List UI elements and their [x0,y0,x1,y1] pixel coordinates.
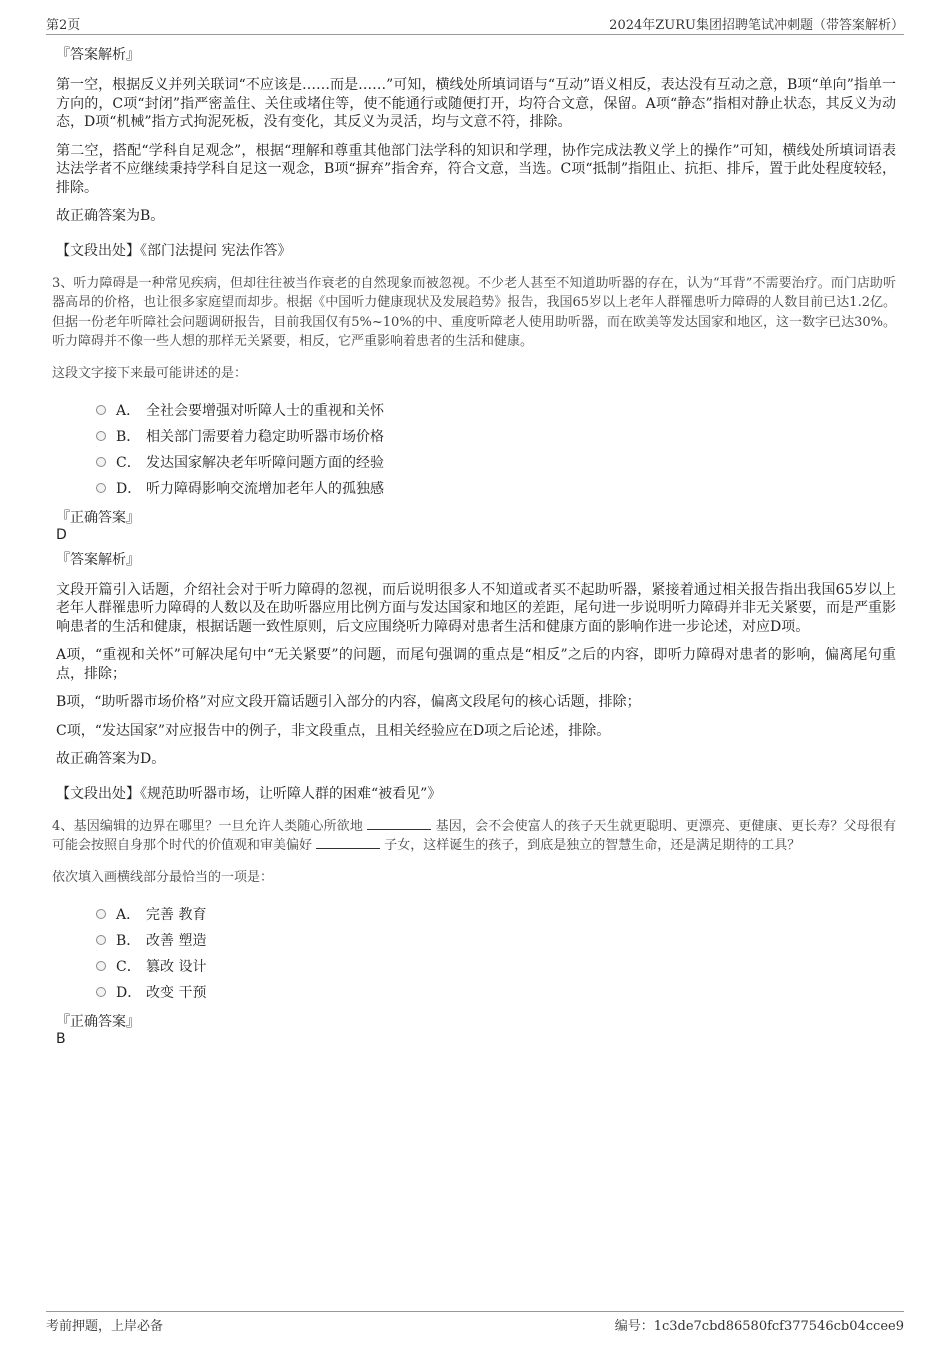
q4-answer-label: 『正确答案』 [56,1013,140,1030]
page-footer [46,1311,904,1337]
q3-options [96,397,896,501]
q4-answer: B [56,1030,66,1047]
fill-blank-2 [316,837,380,849]
radio-icon[interactable] [96,987,106,997]
q3-answer: D [56,526,67,543]
radio-icon[interactable] [96,405,106,415]
radio-icon[interactable] [96,483,106,493]
q3-answer-label: 『正确答案』 [56,509,140,526]
q3-option-d[interactable]: D． 听力障碍影响交流增加老年人的孤独感 [96,475,896,501]
q3-analysis-paragraph-1: 文段开篇引入话题，介绍社会对于听力障碍的忽视，而后说明很多人不知道或者买不起助听器，紧接着通过相关报告指出我国65岁以上老年人群罹患听力障碍的人数以及在助听器应用比例方面与发达国家和地区的差距，尾句进一步说明听力障碍并非无关紧要，而是严重影响患者的生活和健康，根据话题一致性原则，后文应围绕听力障碍对患者生活和健康方面的影响作进一步论述，对应D项。 [56,581,896,635]
document-title: 2024年ZURU集团招聘笔试冲刺题（带答案解析） [609,18,904,33]
q2-source: 【文段出处】《部门法提问 宪法作答》 [56,242,292,259]
q3-option-a[interactable]: A． 全社会要增强对听障人士的重视和关怀 [96,397,896,423]
q3-analysis-paragraph-2: A项，“重视和关怀”可解决尾句中“无关紧要”的问题，而尾句强调的重点是“相反”之后的内容，即听力障碍对患者的影响，偏离尾句重点，排除； [56,647,896,682]
q4-stem: 4、基因编辑的边界在哪里？一旦允许人类随心所欲地 基因，会不会使富人的孩子天生就更聪明、更漂亮、更健康、更长寿？父母很有可能会按照自身那个时代的价值观和审美偏好 子女，这样诞生的孩子，到底是独立的智慧生命，还是满足期待的工具？ [52,818,896,853]
q3-option-c[interactable]: C． 发达国家解决老年听障问题方面的经验 [96,449,896,475]
q4-options [96,901,896,1005]
page-header [46,14,904,35]
q3-prompt: 这段文字接下来最可能讲述的是： [52,365,248,381]
q3-option-b[interactable]: B． 相关部门需要着力稳定助听器市场价格 [96,423,896,449]
footer-slogan: 考前押题，上岸必备 [46,1319,164,1334]
radio-icon[interactable] [96,909,106,919]
q3-analysis-conclusion: 故正确答案为D。 [56,751,166,767]
radio-icon[interactable] [96,431,106,441]
footer-serial: 编号：1c3de7cbd86580fcf377546cb04ccee9 [614,1319,904,1334]
q4-prompt: 依次填入画横线部分最恰当的一项是： [52,869,274,885]
fill-blank-1 [367,818,431,830]
page-number: 第2页 [46,18,81,33]
q2-analysis-paragraph-2: 第二空，搭配“学科自足观念”，根据“理解和尊重其他部门法学科的知识和学理，协作完成法教义学上的操作”可知，横线处所填词语表达法学者不应继续秉持学科自足这一观念，B项“摒弃”指舍弃，符合文意，当选。C项“抵制”指阻止、抗拒、排斥，置于此处程度较轻，排除。 [56,142,896,196]
q3-source: 【文段出处】《规范助听器市场，让听障人群的困难“被看见”》 [56,785,442,802]
radio-icon[interactable] [96,935,106,945]
q4-option-c[interactable]: C． 篡改 设计 [96,953,896,979]
q4-option-d[interactable]: D． 改变 干预 [96,979,896,1005]
radio-icon[interactable] [96,961,106,971]
q3-stem: 3、听力障碍是一种常见疾病，但却往往被当作衰老的自然现象而被忽视。不少老人甚至不知道助听器的存在，认为“耳背”不需要治疗。而门店助听器高昂的价格，也让很多家庭望而却步。根据《中国听力健康现状及发展趋势》报告，我国65岁以上老年人群罹患听力障碍的人数目前已达1.2亿。但据一份老年听障社会问题调研报告，目前我国仅有5%~10%的中、重度听障老人使用助听器，而在欧美等发达国家和地区，这一数字已达30%。听力障碍并不像一些人想的那样无关紧要，相反，它严重影响着患者的生活和健康。 [52,275,896,349]
q2-analysis-paragraph-1: 第一空，根据反义并列关联词“不应该是……而是……”可知，横线处所填词语与“互动”语义相反，表达没有互动之意，B项“单向”指单一方向的，C项“封闭”指严密盖住、关住或堵住等，使不能通行或随便打开，均符合文意，保留。A项“静态”指相对静止状态，其反义为动态，D项“机械”指方式拘泥死板，没有变化，其反义为灵活，均与文意不符，排除。 [56,77,896,130]
radio-icon[interactable] [96,457,106,467]
q2-analysis-conclusion: 故正确答案为B。 [56,208,165,224]
page-content [52,44,896,1053]
q4-option-b[interactable]: B． 改善 塑造 [96,927,896,953]
q3-analysis-paragraph-3: B项，“助听器市场价格”对应文段开篇话题引入部分的内容，偏离文段尾句的核心话题，排除； [56,694,641,710]
q4-option-a[interactable]: A． 完善 教育 [96,901,896,927]
q2-analysis-label: 『答案解析』 [56,47,140,63]
q3-analysis-label: 『答案解析』 [56,551,140,568]
q3-analysis-paragraph-4: C项，“发达国家”对应报告中的例子，非文段重点，且相关经验应在D项之后论述，排除。 [56,722,611,739]
